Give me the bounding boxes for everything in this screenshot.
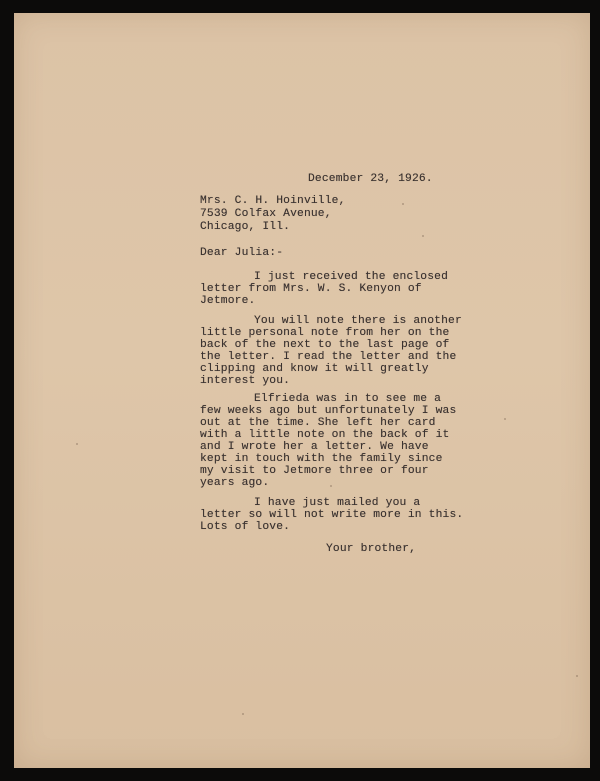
- paragraph-line: Jetmore.: [200, 295, 256, 307]
- paper-speck: [76, 443, 78, 445]
- recipient-street: 7539 Colfax Avenue,: [200, 208, 332, 220]
- paragraph-line: my visit to Jetmore three or four: [200, 465, 429, 477]
- paper-speck: [242, 713, 244, 715]
- paragraph-line: with a little note on the back of it: [200, 429, 450, 441]
- paragraph-line: little personal note from her on the: [200, 327, 450, 339]
- closing: Your brother,: [326, 543, 417, 555]
- recipient-name: Mrs. C. H. Hoinville,: [200, 195, 346, 207]
- paper-speck: [402, 203, 404, 205]
- paper-speck: [422, 235, 424, 237]
- paragraph-line: Lots of love.: [200, 521, 291, 533]
- paragraph-line: the letter. I read the letter and the: [200, 351, 457, 363]
- paragraph-line: years ago.: [200, 477, 270, 489]
- paper-speck: [504, 418, 506, 420]
- paragraph-line: I have just mailed you a: [254, 497, 421, 509]
- paper-speck: [576, 675, 578, 677]
- letter-page: [14, 13, 590, 768]
- paragraph-line: I just received the enclosed: [254, 271, 449, 283]
- paragraph-line: clipping and know it will greatly: [200, 363, 429, 375]
- paragraph-line: few weeks ago but unfortunately I was: [200, 405, 457, 417]
- recipient-city: Chicago, Ill.: [200, 221, 291, 233]
- paper-speck: [330, 485, 332, 487]
- paragraph-line: kept in touch with the family since: [200, 453, 443, 465]
- paragraph-line: letter from Mrs. W. S. Kenyon of: [200, 283, 422, 295]
- paragraph-line: Elfrieda was in to see me a: [254, 393, 442, 405]
- paragraph-line: back of the next to the last page of: [200, 339, 450, 351]
- paragraph-line: out at the time. She left her card: [200, 417, 436, 429]
- paragraph-line: interest you.: [200, 375, 291, 387]
- paragraph-line: letter so will not write more in this.: [200, 509, 464, 521]
- paragraph-line: and I wrote her a letter. We have: [200, 441, 429, 453]
- paragraph-line: You will note there is another: [254, 315, 462, 327]
- letter-date: December 23, 1926.: [308, 173, 433, 185]
- salutation: Dear Julia:-: [200, 247, 284, 259]
